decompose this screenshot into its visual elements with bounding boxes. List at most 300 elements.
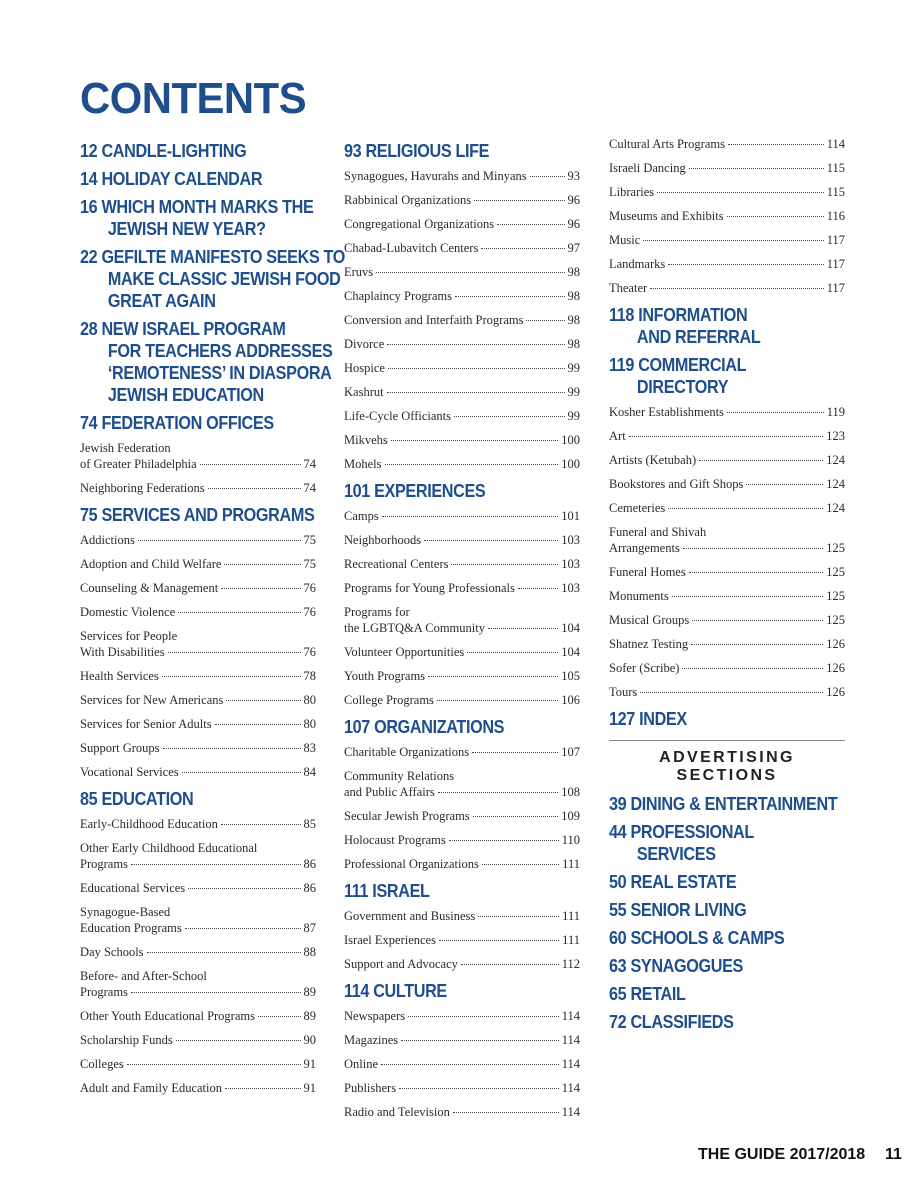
toc-entry[interactable] [344,956,580,972]
dot-leader [168,652,301,653]
section-heading-line: 85 EDUCATION [80,789,194,809]
dot-leader [473,816,559,817]
entry-label: Other Youth Educational Programs [80,1009,255,1023]
toc-entry[interactable] [80,968,316,1000]
toc-entry[interactable] [344,856,580,872]
dot-leader [461,964,559,965]
entry-label: Chabad-Lubavitch Centers [344,241,479,255]
entry-page-number: 106 [561,693,580,707]
entry-last-line [344,808,580,824]
entry-last-line [344,216,580,232]
entry-page-number: 115 [826,185,845,199]
dot-leader [439,940,559,941]
section-heading-line: 16 WHICH MONTH MARKS THE [80,197,314,217]
publication-name: THE GUIDE 2017/2018 [698,1146,866,1163]
entry-page-number: 93 [567,169,580,183]
entry-label: Programs [80,857,128,871]
dot-leader [226,700,300,701]
section-heading[interactable] [609,871,845,893]
section-heading-line: 118 INFORMATION [609,305,748,325]
section-heading-line: 28 NEW ISRAEL PROGRAM [80,319,286,339]
section-heading[interactable] [609,955,845,977]
entry-last-line [344,312,580,328]
entry-page-number: 117 [826,257,845,271]
section-heading[interactable] [344,980,580,1002]
entry-last-line [609,184,845,200]
toc-entry[interactable] [344,336,580,352]
entry-page-number: 100 [561,457,580,471]
section-heading[interactable] [609,708,845,730]
toc-entry[interactable] [80,904,316,936]
entry-last-line [80,692,316,708]
entry-last-line [80,556,316,572]
entry-label: Kashrut [344,385,384,399]
entry-last-line [80,480,316,496]
section-heading[interactable] [344,880,580,902]
toc-entry[interactable] [344,192,580,208]
toc-entry[interactable] [609,256,845,272]
dot-leader [526,320,564,321]
toc-entry[interactable] [344,908,580,924]
entry-page-number: 125 [826,565,845,579]
entry-page-number: 100 [561,433,580,447]
entry-label: Programs for Young Professionals [344,581,515,595]
section-heading-line: 65 RETAIL [609,984,686,1004]
toc-entry[interactable] [80,692,316,708]
dot-leader [147,952,301,953]
entry-last-line [344,644,580,660]
entry-label: Artists (Ketubah) [609,453,697,467]
toc-entry[interactable] [344,604,580,636]
toc-entry[interactable] [344,692,580,708]
dot-leader [657,192,824,193]
dot-leader [182,772,301,773]
section-heading[interactable] [609,821,845,865]
entry-label: Shatnez Testing [609,637,689,651]
entry-label: Online [344,1057,379,1071]
entry-last-line [609,588,845,604]
dot-leader [428,676,558,677]
toc-entry[interactable] [80,480,316,496]
entry-last-line [344,620,580,636]
entry-page-number: 96 [567,193,580,207]
toc-entry[interactable] [609,280,845,296]
toc-entry[interactable] [609,160,845,176]
entry-label: Magazines [344,1033,399,1047]
toc-entry[interactable] [344,556,580,572]
dot-leader [474,200,564,201]
entry-label: Hospice [344,361,385,375]
toc-entry[interactable] [344,644,580,660]
entry-last-line [609,232,845,248]
entry-last-line [344,692,580,708]
toc-entry[interactable] [80,440,316,472]
entry-page-number: 90 [303,1033,316,1047]
entry-page-number: 107 [561,745,580,759]
entry-label-line: Community Relations [344,769,455,783]
contents-column-1 [80,136,346,1104]
dot-leader [399,1088,559,1089]
dot-leader [478,916,559,917]
toc-entry[interactable] [609,684,845,700]
toc-entry[interactable] [609,476,845,492]
section-heading-line: MAKE CLASSIC JEWISH FOOD [107,269,341,289]
entry-last-line [344,1008,580,1024]
entry-page-number: 98 [567,337,580,351]
entry-last-line [609,636,845,652]
toc-entry[interactable] [344,360,580,376]
section-heading-line: FOR TEACHERS ADDRESSES [107,341,333,361]
section-heading-line: JEWISH NEW YEAR? [107,219,266,239]
toc-entry[interactable] [80,880,316,896]
entry-last-line [609,660,845,676]
toc-entry[interactable] [609,184,845,200]
toc-entry[interactable] [344,832,580,848]
entry-page-number: 78 [303,669,316,683]
toc-entry[interactable] [80,532,316,548]
toc-entry[interactable] [80,668,316,684]
toc-entry[interactable] [344,216,580,232]
toc-entry[interactable] [344,768,580,800]
dot-leader [455,296,565,297]
entry-page-number: 112 [561,957,580,971]
toc-entry[interactable] [344,408,580,424]
toc-entry[interactable] [80,556,316,572]
entry-label: Day Schools [80,945,144,959]
entry-label: Colleges [80,1057,124,1071]
entry-page-number: 76 [303,645,316,659]
toc-entry[interactable] [80,740,316,756]
toc-entry[interactable] [609,612,845,628]
section-heading[interactable] [344,140,580,162]
entry-last-line [80,880,316,896]
toc-entry[interactable] [80,1032,316,1048]
toc-entry[interactable] [344,932,580,948]
toc-entry[interactable] [609,636,845,652]
entry-page-number: 124 [826,453,845,467]
toc-entry[interactable] [609,232,845,248]
toc-entry[interactable] [344,456,580,472]
toc-entry[interactable] [344,668,580,684]
section-heading-line: 22 GEFILTE MANIFESTO SEEKS TO [80,247,346,267]
section-heading-line: 14 HOLIDAY CALENDAR [80,169,263,189]
entry-label: With Disabilities [80,645,165,659]
entry-last-line [344,264,580,280]
toc-entry[interactable] [344,744,580,760]
section-heading-line: 39 DINING & ENTERTAINMENT [609,794,838,814]
toc-entry[interactable] [80,1056,316,1072]
entry-last-line [344,432,580,448]
entry-page-number: 91 [303,1057,316,1071]
dot-leader [163,748,301,749]
entry-last-line [344,1080,580,1096]
entry-label: Museums and Exhibits [609,209,724,223]
entry-page-number: 89 [303,1009,316,1023]
entry-last-line [344,556,580,572]
dot-leader [668,508,823,509]
toc-entry[interactable] [80,944,316,960]
entry-label: Adult and Family Education [80,1081,222,1095]
toc-entry[interactable] [344,312,580,328]
section-heading-line: 72 CLASSIFIEDS [609,1012,734,1032]
entry-last-line [609,136,845,152]
toc-entry[interactable] [609,660,845,676]
dot-leader [482,864,559,865]
entry-label: Israeli Dancing [609,161,686,175]
dot-leader [127,1064,301,1065]
entry-label: Neighboring Federations [80,481,205,495]
entry-page-number: 126 [826,637,845,651]
toc-entry[interactable] [80,1080,316,1096]
toc-entry[interactable] [609,524,845,556]
section-heading-line: GREAT AGAIN [107,291,216,311]
section-heading[interactable] [609,354,845,398]
section-heading-line: 93 RELIGIOUS LIFE [344,141,490,161]
entry-page-number: 126 [826,661,845,675]
section-heading[interactable] [344,480,580,502]
section-heading-line: 119 COMMERCIAL [609,355,747,375]
entry-label: Kosher Establishments [609,405,724,419]
toc-entry[interactable] [80,764,316,780]
toc-entry[interactable] [344,808,580,824]
entry-page-number: 124 [826,501,845,515]
dot-leader [629,436,824,437]
entry-last-line [344,192,580,208]
toc-entry[interactable] [344,240,580,256]
entry-last-line [80,1032,316,1048]
dot-leader [454,416,564,417]
entry-page-number: 117 [826,281,845,295]
contents-column-3 [609,136,845,1039]
entry-label: Early-Childhood Education [80,817,218,831]
toc-entry[interactable] [609,208,845,224]
dot-leader [438,792,559,793]
entry-label: Cemeteries [609,501,666,515]
dot-leader [225,1088,301,1089]
dot-leader [650,288,824,289]
entry-label-line: Funeral and Shivah [609,525,707,539]
entry-last-line [80,816,316,832]
toc-entry[interactable] [80,604,316,620]
entry-page-number: 83 [303,741,316,755]
entry-label: Education Programs [80,921,182,935]
entry-label: Sofer (Scribe) [609,661,680,675]
entry-page-number: 114 [561,1105,580,1119]
entry-last-line [609,208,845,224]
page-number: 11 [885,1146,902,1163]
section-heading-line: 101 EXPERIENCES [344,481,486,501]
section-heading[interactable] [80,168,316,190]
entry-last-line [609,280,845,296]
entry-label-line: Before- and After-School [80,969,207,983]
entry-label: Israel Experiences [344,933,436,947]
toc-entry[interactable] [80,580,316,596]
entry-page-number: 86 [303,857,316,871]
section-heading[interactable] [609,927,845,949]
entry-page-number: 86 [303,881,316,895]
entry-label: Life-Cycle Officiants [344,409,452,423]
dot-leader [138,540,301,541]
dot-leader [488,628,558,629]
entry-page-number: 125 [826,541,845,555]
entry-page-number: 104 [561,621,580,635]
entry-page-number: 88 [303,945,316,959]
toc-entry[interactable] [609,428,845,444]
entry-label: Volunteer Opportunities [344,645,465,659]
dot-leader [691,644,823,645]
entry-last-line [80,1008,316,1024]
toc-entry[interactable] [609,404,845,420]
section-heading[interactable] [609,1011,845,1033]
entry-last-line [609,564,845,580]
entry-page-number: 114 [561,1081,580,1095]
entry-page-number: 109 [561,809,580,823]
entry-page-number: 76 [303,581,316,595]
entry-label: Domestic Violence [80,605,176,619]
entry-label: College Programs [344,693,434,707]
entry-label: Funeral Homes [609,565,686,579]
dot-leader [200,464,301,465]
dot-leader [385,464,559,465]
dot-leader [176,1040,301,1041]
section-heading-line: 114 CULTURE [344,981,447,1001]
entry-page-number: 111 [562,933,580,947]
entry-label: Divorce [344,337,385,351]
toc-entry[interactable] [609,564,845,580]
section-heading[interactable] [80,140,316,162]
toc-entry[interactable] [609,452,845,468]
entry-label: Counseling & Management [80,581,219,595]
entry-page-number: 74 [303,457,316,471]
toc-entry[interactable] [80,840,316,872]
entry-last-line [344,532,580,548]
toc-entry[interactable] [609,500,845,516]
entry-page-number: 74 [303,481,316,495]
toc-entry[interactable] [344,384,580,400]
entry-label: Camps [344,509,379,523]
entry-page-number: 125 [826,613,845,627]
entry-last-line [344,744,580,760]
section-heading-line: 111 ISRAEL [344,881,430,901]
toc-entry[interactable] [80,628,316,660]
dot-leader [408,1016,559,1017]
entry-page-number: 75 [303,557,316,571]
dot-leader [692,620,823,621]
dot-leader [178,612,300,613]
entry-last-line [609,612,845,628]
dot-leader [530,176,565,177]
entry-page-number: 115 [826,161,845,175]
section-heading[interactable] [80,318,333,406]
toc-entry[interactable] [344,432,580,448]
section-heading-line: DIRECTORY [636,377,729,397]
toc-entry[interactable] [80,716,316,732]
entry-page-number: 85 [303,817,316,831]
toc-entry[interactable] [344,288,580,304]
entry-label: of Greater Philadelphia [80,457,197,471]
section-heading-line: 127 INDEX [609,709,687,729]
entry-page-number: 89 [303,985,316,999]
entry-last-line [80,456,316,472]
dot-leader [162,676,301,677]
entry-last-line [609,452,845,468]
dot-leader [188,888,300,889]
entry-label: Synagogues, Havurahs and Minyans [344,169,527,183]
entry-label: Publishers [344,1081,397,1095]
section-heading-line: AND REFERRAL [636,327,761,347]
toc-entry[interactable] [344,580,580,596]
section-heading[interactable] [80,246,346,312]
divider [609,740,845,741]
section-heading[interactable] [609,304,845,348]
section-heading[interactable] [609,983,845,1005]
toc-entry[interactable] [344,264,580,280]
dot-leader [221,588,300,589]
entry-last-line [609,500,845,516]
section-heading[interactable] [80,412,316,434]
entry-label: Charitable Organizations [344,745,470,759]
entry-label: Services for Senior Adults [80,717,212,731]
entry-label: Programs [80,985,128,999]
dot-leader [746,484,823,485]
toc-entry[interactable] [344,1080,580,1096]
entry-label: Youth Programs [344,669,426,683]
entry-last-line [344,1104,580,1120]
section-heading[interactable] [344,716,580,738]
section-heading[interactable] [609,899,845,921]
section-heading[interactable] [609,793,845,815]
entry-page-number: 104 [561,645,580,659]
dot-leader [689,572,824,573]
toc-entry[interactable] [80,816,316,832]
entry-page-number: 110 [561,833,580,847]
dot-leader [224,564,300,565]
section-heading[interactable] [80,788,316,810]
toc-entry[interactable] [344,508,580,524]
toc-entry[interactable] [609,588,845,604]
toc-entry[interactable] [609,136,845,152]
dot-leader [437,700,558,701]
section-heading-line: ‘REMOTENESS’ IN DIASPORA [107,363,332,383]
section-heading[interactable] [80,196,316,240]
entry-label-line: Jewish Federation [80,441,171,455]
entry-last-line [344,932,580,948]
toc-entry[interactable] [344,168,580,184]
entry-last-line [80,1080,316,1096]
dot-leader [668,264,823,265]
dot-leader [131,864,301,865]
entry-label: Cultural Arts Programs [609,137,725,151]
entry-label: Music [609,233,641,247]
toc-entry[interactable] [344,1104,580,1120]
toc-entry[interactable] [344,1032,580,1048]
dot-leader [672,596,824,597]
dot-leader [453,1112,559,1113]
section-heading[interactable] [80,504,316,526]
entry-last-line [80,1056,316,1072]
toc-entry[interactable] [80,1008,316,1024]
toc-entry[interactable] [344,1056,580,1072]
entry-last-line [609,256,845,272]
entry-page-number: 119 [826,405,845,419]
entry-last-line [344,168,580,184]
dot-leader [391,440,559,441]
toc-entry[interactable] [344,1008,580,1024]
entry-page-number: 105 [561,669,580,683]
entry-last-line [344,508,580,524]
entry-last-line [80,532,316,548]
toc-entry[interactable] [344,532,580,548]
